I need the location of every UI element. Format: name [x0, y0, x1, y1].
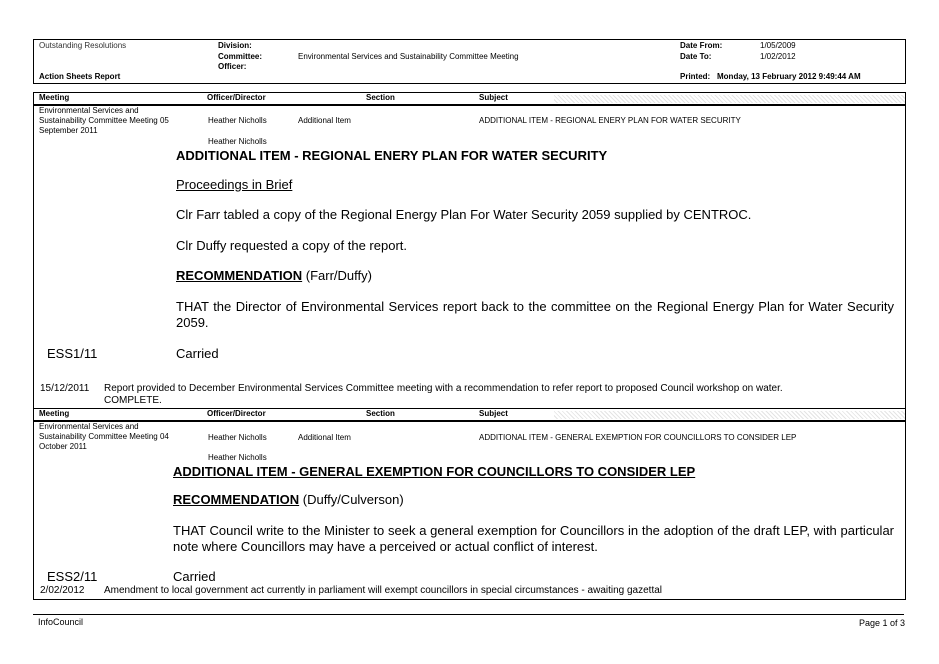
- recommendation-line: [176, 268, 372, 283]
- recommendation-movers: (Farr/Duffy): [302, 268, 372, 283]
- meeting-line: Sustainability Committee Meeting 05: [39, 116, 169, 125]
- printed-value: Monday, 13 February 2012 9:49:44 AM: [717, 72, 861, 81]
- col-section: Section: [366, 93, 395, 102]
- resolution-number: ESS2/11: [47, 569, 98, 584]
- date-to-label: Date To:: [680, 52, 712, 61]
- action-date: 15/12/2011: [40, 383, 90, 394]
- meeting-line: Sustainability Committee Meeting 04: [39, 432, 169, 441]
- hatch-fill: [554, 95, 905, 103]
- action-line: COMPLETE.: [104, 395, 162, 406]
- recommendation-movers: (Duffy/Culverson): [299, 492, 404, 507]
- meeting-line: September 2011: [39, 126, 98, 135]
- item-title: ADDITIONAL ITEM - REGIONAL ENERY PLAN FOR WATER SECURITY: [176, 148, 608, 163]
- proceedings-heading: Proceedings in Brief: [176, 177, 293, 192]
- subject-cell: ADDITIONAL ITEM - GENERAL EXEMPTION FOR COUNCILLORS TO CONSIDER LEP: [479, 433, 797, 442]
- hatch-fill: [554, 411, 905, 419]
- col-meeting: Meeting: [39, 93, 70, 102]
- page-number: Page 1 of 3: [858, 618, 905, 628]
- report-type: Action Sheets Report: [39, 72, 121, 81]
- action-text: [104, 383, 899, 407]
- subject-cell: ADDITIONAL ITEM - REGIONAL ENERY PLAN FOR WATER SECURITY: [479, 116, 741, 125]
- officer-cell-2: Heather Nicholls: [208, 453, 267, 462]
- section-cell: Additional Item: [298, 116, 351, 125]
- action-line: Report provided to December Environmental Services Committee meeting with a recommendation to refer report to proposed Council workshop on water.: [104, 383, 783, 394]
- report-header: [33, 39, 906, 84]
- meeting-line: Environmental Services and: [39, 422, 139, 431]
- action-text: Amendment to local government act currently in parliament will exempt councillors in special circumstances - awaiting gazettal: [104, 585, 663, 596]
- col-meeting: Meeting: [39, 409, 70, 418]
- committee-value: Environmental Services and Sustainability Committee Meeting: [298, 52, 519, 61]
- officer-cell: Heather Nicholls: [208, 116, 267, 125]
- division-label: Division:: [218, 41, 252, 50]
- resolution-status: Carried: [176, 346, 219, 361]
- paragraph: Clr Duffy requested a copy of the report.: [176, 238, 407, 253]
- report-name: Outstanding Resolutions: [39, 41, 127, 50]
- col-section: Section: [366, 409, 395, 418]
- column-header: [34, 93, 905, 105]
- recommendation-text: THAT the Director of Environmental Services report back to the committee on the Regional Energy Plan for Water Security 2059.: [176, 299, 894, 330]
- meeting-cell: [39, 106, 169, 136]
- date-to-value: 1/02/2012: [760, 52, 796, 61]
- resolution-status: Carried: [173, 569, 216, 584]
- officer-cell: Heather Nicholls: [208, 433, 267, 442]
- recommendation-heading: RECOMMENDATION: [176, 268, 303, 283]
- footer-brand: InfoCouncil: [38, 617, 84, 627]
- col-subject: Subject: [479, 409, 508, 418]
- action-item-1: [33, 92, 906, 410]
- recommendation-heading: RECOMMENDATION: [173, 492, 300, 507]
- printed-label: Printed:: [680, 72, 711, 81]
- col-officer: Officer/Director: [207, 93, 266, 102]
- date-from-label: Date From:: [680, 41, 723, 50]
- action-date: 2/02/2012: [40, 585, 85, 596]
- committee-label: Committee:: [218, 52, 263, 61]
- officer-cell-2: Heather Nicholls: [208, 137, 267, 146]
- date-from-value: 1/05/2009: [760, 41, 796, 50]
- recommendation-text: THAT Council write to the Minister to seek a general exemption for Councillors in the adoption of the draft LEP, with particular note where Councillors may have a perceived or actual conflict of interest.: [173, 523, 894, 554]
- resolution-number: ESS1/11: [47, 346, 98, 361]
- col-officer: Officer/Director: [207, 409, 266, 418]
- item-title: ADDITIONAL ITEM - GENERAL EXEMPTION FOR COUNCILLORS TO CONSIDER LEP: [173, 464, 696, 479]
- meeting-line: Environmental Services and: [39, 106, 139, 115]
- paragraph: Clr Farr tabled a copy of the Regional Energy Plan For Water Security 2059 supplied by CENTROC.: [176, 207, 752, 222]
- meeting-cell: [39, 422, 169, 452]
- col-subject: Subject: [479, 93, 508, 102]
- officer-label: Officer:: [218, 62, 247, 71]
- column-header: [34, 409, 905, 421]
- recommendation-line: [173, 492, 404, 507]
- meeting-line: October 2011: [39, 442, 87, 451]
- section-cell: Additional Item: [298, 433, 351, 442]
- action-item-2: [33, 408, 906, 600]
- footer-rule: [33, 614, 904, 615]
